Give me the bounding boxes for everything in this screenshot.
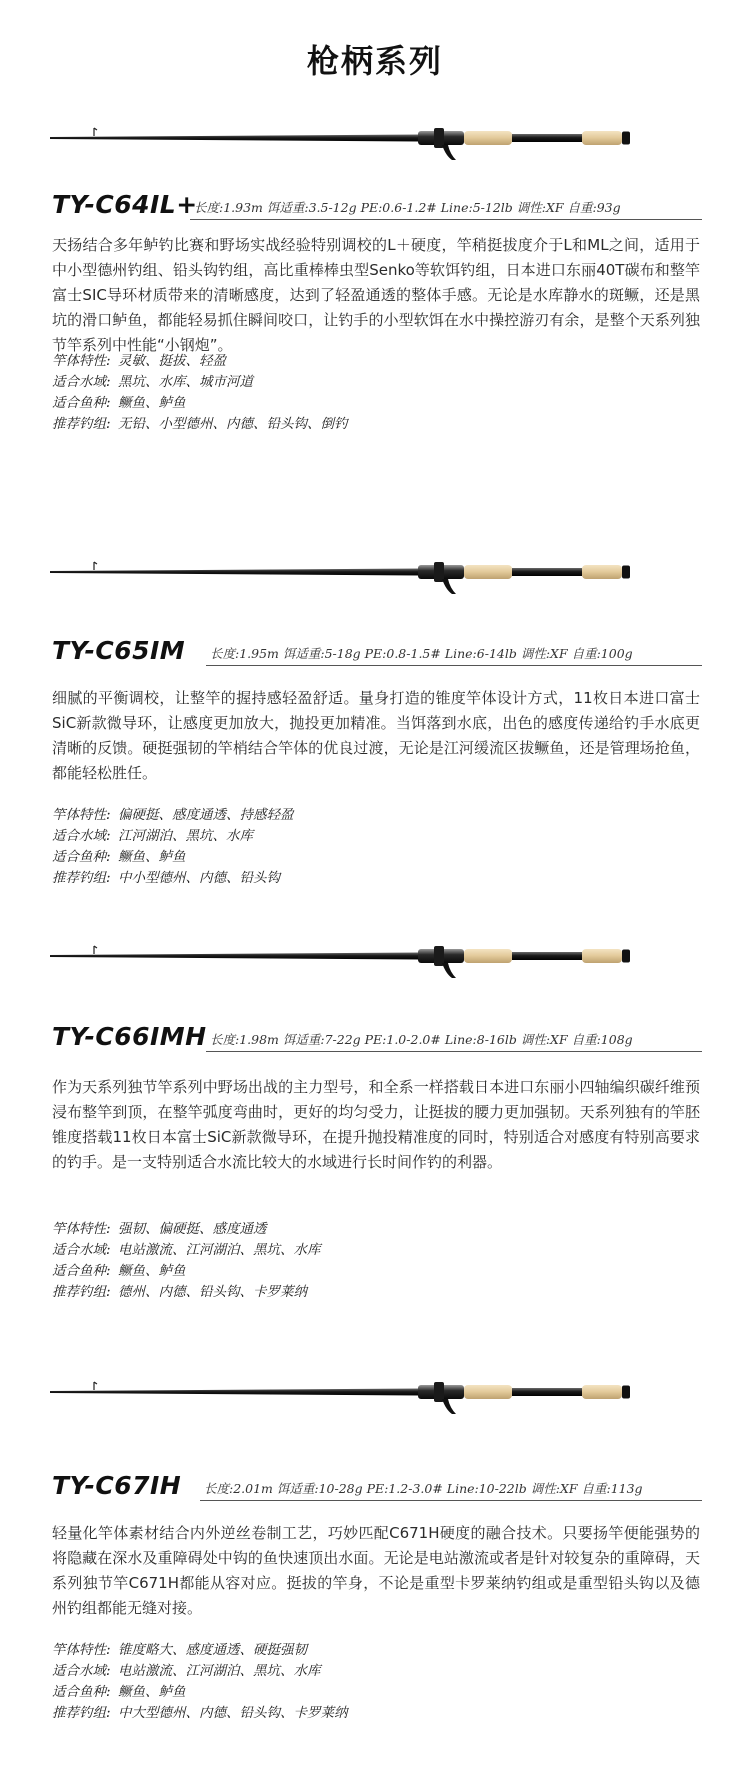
rod-image xyxy=(50,1368,700,1418)
product-header xyxy=(52,1018,702,1052)
feature-row: 适合鱼种: 鳜鱼、鲈鱼 xyxy=(52,1684,186,1700)
feature-row: 适合水域: 江河湖泊、黑坑、水库 xyxy=(52,828,253,844)
spec-underline xyxy=(206,665,702,666)
spec-line: 长度:1.98m 饵适重:7-22g PE:1.0-2.0# Line:8-16lb 调性:XF 自重:108g xyxy=(210,1032,633,1047)
feature-row: 竿体特性: 强韧、偏硬挺、感度通透 xyxy=(52,1221,267,1237)
spec-line: 长度:1.93m 饵适重:3.5-12g PE:0.6-1.2# Line:5-12lb 调性:XF 自重:93g xyxy=(194,200,621,215)
feature-row: 竿体特性: 偏硬挺、感度通透、持感轻盈 xyxy=(52,807,294,823)
feature-row: 推荐钓组: 中小型德州、内德、铅头钩 xyxy=(52,870,280,886)
rod-image xyxy=(50,932,700,982)
model-name: TY-C64IL+ xyxy=(52,190,198,219)
product-header xyxy=(52,186,702,220)
rod-image xyxy=(50,548,700,598)
feature-row: 适合水域: 黑坑、水库、城市河道 xyxy=(52,374,253,390)
product-description: 轻量化竿体素材结合内外逆丝卷制工艺，巧妙匹配C671H硬度的融合技术。只要扬竿便能强势的将隐藏在深水及重障碍处中钩的鱼快速顶出水面。无论是电站激流或者是针对较复杂的重障碍，天系列独节竿C671H都能从容对应。挺拔的竿身，不论是重型卡罗莱纳钓组或是重型铅头钩以及德州钓组都能无缝对接。 xyxy=(52,1524,700,1617)
rod-image xyxy=(50,114,700,164)
feature-list xyxy=(52,1640,700,1724)
feature-row: 竿体特性: 灵敏、挺拔、轻盈 xyxy=(52,353,226,369)
model-name: TY-C66IMH xyxy=(52,1022,207,1051)
feature-row: 推荐钓组: 中大型德州、内德、铅头钩、卡罗莱纳 xyxy=(52,1705,348,1721)
page-title: 枪柄系列 xyxy=(306,42,443,80)
product-description: 作为天系列独节竿系列中野场出战的主力型号，和全系一样搭载日本进口东丽小四轴编织碳纤维预浸布整竿到顶，在整竿弧度弯曲时，更好的均匀受力，让挺拔的腰力更加强韧。天系列独有的竿胚锥度搭载11枚日本富士SiC新款微导环，在提升抛投精准度的同时，特别适合对感度有特别高要求的钓手。是一支特别适合水流比较大的水域进行长时间作钓的利器。 xyxy=(52,1078,700,1171)
feature-row: 竿体特性: 锥度略大、感度通透、硬挺强韧 xyxy=(52,1642,307,1658)
product-header xyxy=(52,1467,702,1501)
spec-line: 长度:2.01m 饵适重:10-28g PE:1.2-3.0# Line:10-22lb 调性:XF 自重:113g xyxy=(204,1481,643,1496)
spec-underline xyxy=(190,219,702,220)
product-header xyxy=(52,632,702,666)
product-description: 细腻的平衡调校，让整竿的握持感轻盈舒适。量身打造的锥度竿体设计方式，11枚日本进口富士SiC新款微导环，让感度更加放大，抛投更加精准。当饵落到水底，出色的感度传递给钓手水底更清晰的反馈。硬挺强韧的竿梢结合竿体的优良过渡，无论是江河缓流区拔鳜鱼，还是管理场抢鱼，都能轻松胜任。 xyxy=(52,689,700,782)
spec-underline xyxy=(206,1051,702,1052)
feature-row: 适合鱼种: 鳜鱼、鲈鱼 xyxy=(52,849,186,865)
feature-list xyxy=(52,805,700,889)
feature-row: 推荐钓组: 无铅、小型德州、内德、铅头钩、倒钓 xyxy=(52,416,348,432)
feature-list xyxy=(52,1219,700,1303)
spec-line: 长度:1.95m 饵适重:5-18g PE:0.8-1.5# Line:6-14lb 调性:XF 自重:100g xyxy=(210,646,633,661)
feature-list xyxy=(52,351,700,435)
spec-underline xyxy=(200,1500,702,1501)
feature-row: 适合鱼种: 鳜鱼、鲈鱼 xyxy=(52,395,186,411)
feature-row: 适合水域: 电站激流、江河湖泊、黑坑、水库 xyxy=(52,1242,321,1258)
feature-row: 适合水域: 电站激流、江河湖泊、黑坑、水库 xyxy=(52,1663,321,1679)
product-description: 天扬结合多年鲈钓比赛和野场实战经验特别调校的L＋硬度，竿稍挺拔度介于L和ML之间，适用于中小型德州钓组、铅头钩钓组，高比重棒棒虫型Senko等软饵钓组，日本进口东丽40T碳布和整竿富士SIC导环材质带来的清晰感度，达到了轻盈通透的整体手感。无论是水库静水的斑鳜，还是黑坑的滑口鲈鱼，都能轻易抓住瞬间咬口，让钓手的小型软饵在水中操控游刃有余，是整个天系列独节竿系列中性能“小钢炮”。 xyxy=(52,236,700,354)
model-name: TY-C67IH xyxy=(52,1471,182,1500)
feature-row: 适合鱼种: 鳜鱼、鲈鱼 xyxy=(52,1263,186,1279)
feature-row: 推荐钓组: 德州、内德、铅头钩、卡罗莱纳 xyxy=(52,1284,307,1300)
model-name: TY-C65IM xyxy=(52,636,186,665)
